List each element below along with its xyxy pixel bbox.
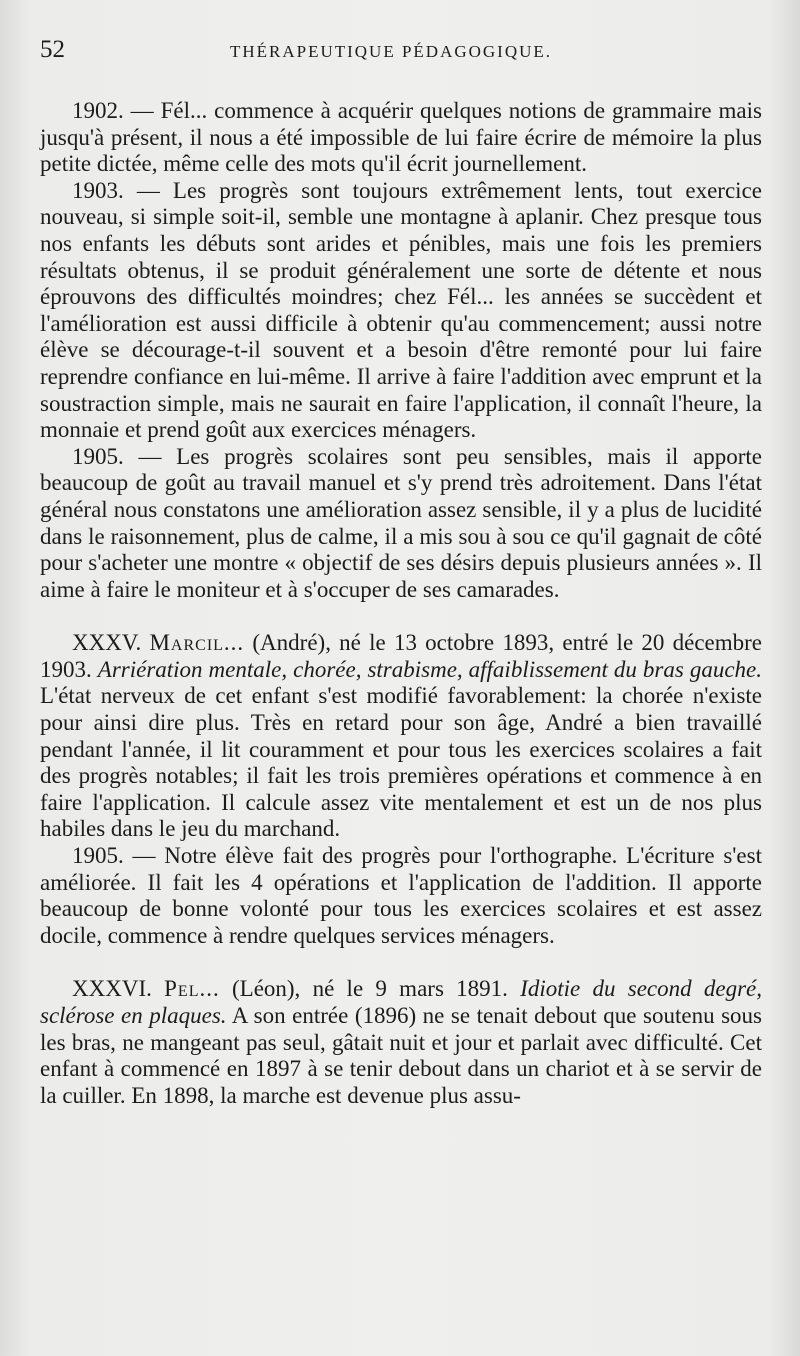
case-intro: (Léon), né le 9 mars 1891. [219, 976, 521, 1002]
page-number: 52 [40, 36, 65, 63]
section-gap [40, 603, 762, 630]
case-intro: (André), né le 13 octobre 1893, entré le 20 décembre 1903. [40, 630, 762, 682]
case-diagnosis: Idiotie du second degré, sclérose en plaques. [40, 976, 762, 1028]
case-body: A son entrée (1896) ne se tenait debout que soutenu sous les bras, ne mangeant pas seul, gâtait nuit et jour et parlait avec difficulté. Cet enfant à commencé en 1897 à se tenir debout dans un chariot et à se servir de la cuiller. En 1898, la marche est devenue plus assu- [40, 1003, 762, 1108]
case-entry-35 [40, 630, 762, 843]
page-header [40, 26, 762, 76]
running-title: THÉRAPEUTIQUE PÉDAGOGIQUE. [229, 42, 553, 61]
body-text [40, 98, 762, 1109]
case-number: XXXVI. [72, 976, 152, 1002]
case-name: Pel... [164, 976, 220, 1002]
case-diagnosis: Arriération mentale, chorée, strabisme, affaiblissement du bras gauche. [97, 656, 763, 682]
paragraph-1902: 1902. — Fél... commence à acquérir quelques notions de grammaire mais jusqu'à présent, il nous a été impossible de lui faire écrire de mémoire la plus petite dictée, même celle des mots qu'il écrit journellement. [40, 98, 762, 177]
case-entry-36 [40, 976, 762, 1109]
paragraph-1903: 1903. — Les progrès sont toujours extrêmement lents, tout exercice nouveau, si simple soit-il, semble une montagne à aplanir. Chez presque tous nos enfants les débuts sont arides et pénibles, mais une fois les premiers résultats obtenus, il se produit généralement une sorte de détente et nous éprouvons des difficultés moindres; chez Fél... les années se succèdent et l'amélioration est aussi difficile à obtenir qu'au commencement; aussi notre élève se décourage-t-il souvent et a besoin d'être remonté pour lui faire reprendre confiance en lui-même. Il arrive à faire l'addition avec emprunt et la soustraction simple, mais ne saurait en faire l'application, il connaît l'heure, la monnaie et prend goût aux exercices ménagers. [40, 177, 762, 443]
case-body: L'état nerveux de cet enfant s'est modifié favorablement: la chorée n'existe pour ainsi dire plus. Très en retard pour son âge, André a bien travaillé pendant l'année, il lit couramment et pour tous les exercices scolaires a fait des progrès notables; il fait les trois premières opérations et commence à en faire l'application. Il calcule assez vite mentalement et est un de nos plus habiles dans le jeu du marchand. [40, 683, 762, 842]
case-number: XXXV. [72, 630, 142, 656]
case-name: Marcil... [149, 630, 245, 656]
section-gap [40, 949, 762, 976]
case-35-paragraph-1905: 1905. — Notre élève fait des progrès pour l'orthographe. L'écriture s'est améliorée. Il fait les 4 opérations et l'application de l'addition. Il apporte beaucoup de bonne volonté pour tous les exercices scolaires et est assez docile, commence à rendre quelques services ménagers. [40, 843, 762, 948]
paragraph-1905: 1905. — Les progrès scolaires sont peu sensibles, mais il apporte beaucoup de goût au travail manuel et s'y prend très adroitement. Dans l'état général nous constatons une amélioration assez sensible, il y a plus de lucidité dans le raisonnement, plus de calme, il a mis sou à sou ce qu'il gagnait de côté pour s'acheter une montre « objectif de ses désirs depuis plusieurs années ». Il aime à faire le moniteur et à s'occuper de ses camarades. [40, 443, 762, 602]
